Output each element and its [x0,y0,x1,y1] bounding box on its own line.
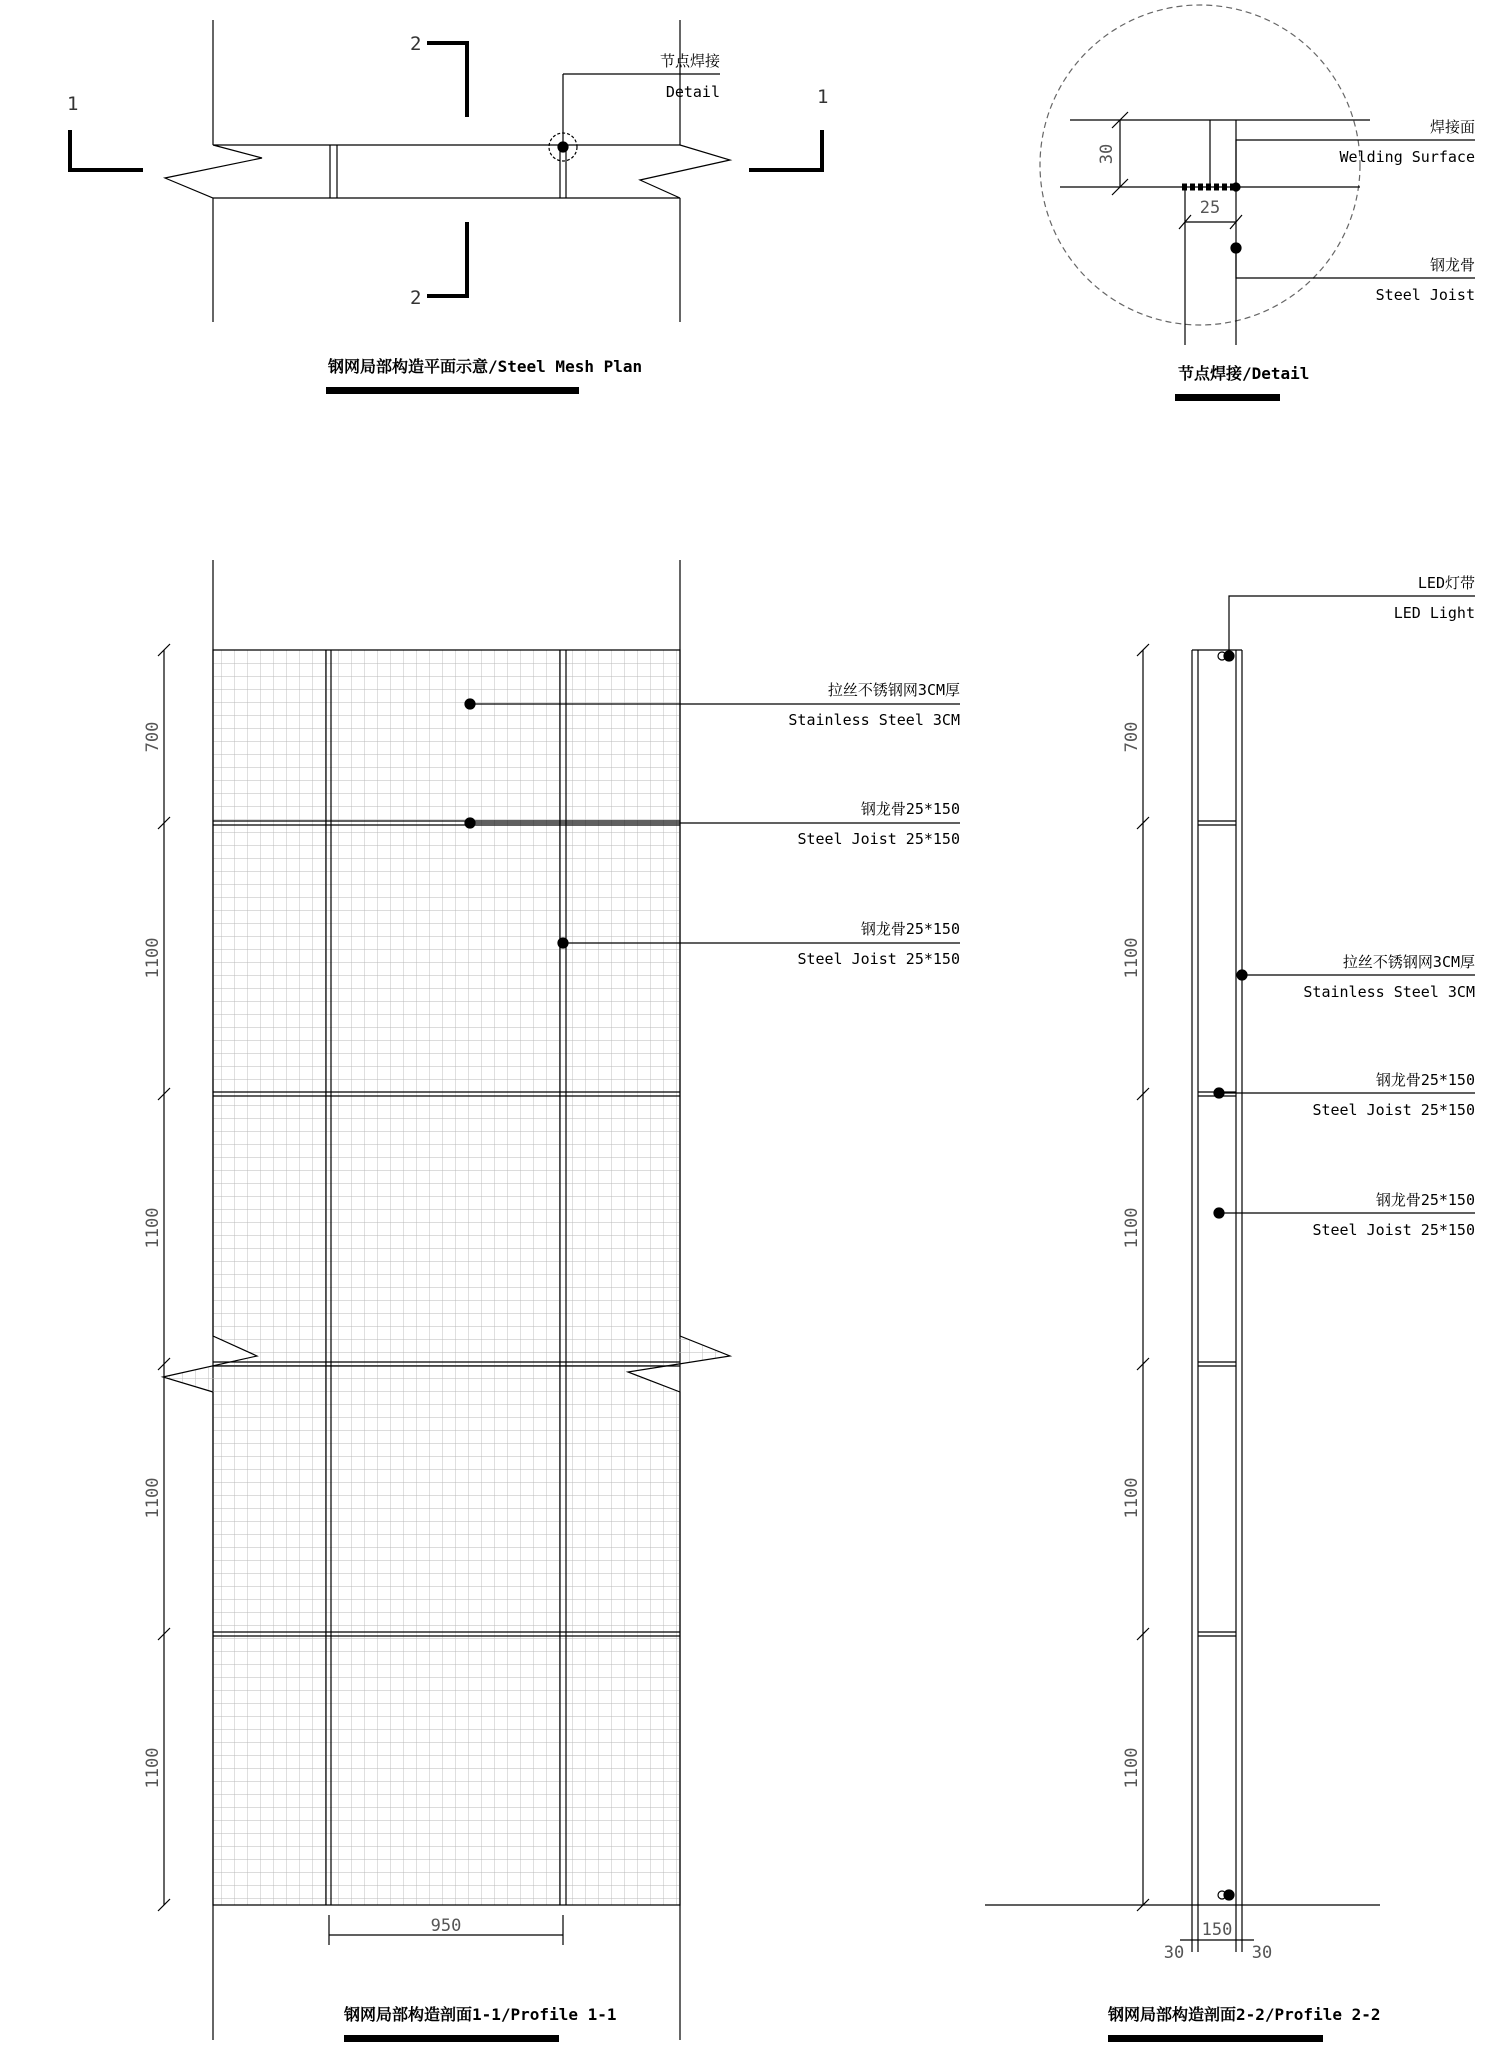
section-mark-2-top [427,43,467,117]
section-mark-2-bottom [427,222,467,296]
profile2-label-3-cn: 钢龙骨25*150 [1375,1191,1475,1209]
profile1-dim-width: 950 [430,1916,462,1936]
profile-1-1 [158,560,960,2042]
section-mark-1-right [749,130,822,170]
profile2-caption: 钢网局部构造剖面2-2/Profile 2-2 [1108,2005,1381,2024]
profile2-label-2-cn: 钢龙骨25*150 [1375,1071,1475,1089]
profile1-label-2-en: Steel Joist 25*150 [797,830,960,848]
detail-joist-label-en: Steel Joist [1375,286,1475,304]
detail-welding-label-en: Welding Surface [1339,148,1475,166]
profile2-label-1-cn: 拉丝不锈钢网3CM厚 [1342,953,1475,971]
profile1-dim-1: 700 [143,721,163,753]
profile2-label-1-en: Stainless Steel 3CM [1303,983,1475,1001]
detail-joist-label-cn: 钢龙骨 [1429,256,1475,274]
profile2-dim-4: 1100 [1122,1477,1142,1519]
detail-dim-height: 30 [1097,143,1117,165]
profile-2-2 [985,596,1475,2042]
profile1-dim-2: 1100 [143,937,163,979]
plan-section-mark-label-2a: 2 [410,33,422,55]
plan-section-mark-label-1b: 1 [817,86,829,108]
profile1-dim-4: 1100 [143,1477,163,1519]
plan-section-mark-label-2b: 2 [410,287,422,309]
plan-detail-label-cn: 节点焊接 [659,52,720,70]
profile1-dim-3: 1100 [143,1207,163,1249]
plan-detail-label-en: Detail [665,83,720,101]
profile1-label-1-cn: 拉丝不锈钢网3CM厚 [827,681,960,699]
profile2-led-label-cn: LED灯带 [1417,574,1475,592]
profile2-bottom-dim-center: 150 [1201,1920,1233,1940]
profile2-dim-1: 700 [1122,721,1142,753]
plan-section-mark-label-1a: 1 [67,93,79,115]
profile2-label-2-en: Steel Joist 25*150 [1312,1101,1475,1119]
profile2-caption-bar [1108,2035,1323,2042]
stainless-mesh-panel [163,650,730,1905]
detail-caption: 节点焊接/Detail [1178,364,1310,383]
profile2-led-label-en: LED Light [1393,604,1475,622]
profile1-label-1-en: Stainless Steel 3CM [788,711,960,729]
welding-detail [1040,5,1475,401]
profile1-dim-5: 1100 [143,1747,163,1789]
steel-mesh-plan [70,20,822,394]
plan-caption: 钢网局部构造平面示意/Steel Mesh Plan [328,357,643,376]
profile2-dim-5: 1100 [1122,1747,1142,1789]
profile1-caption: 钢网局部构造剖面1-1/Profile 1-1 [344,2005,617,2024]
profile1-caption-bar [344,2035,559,2042]
profile2-dim-2: 1100 [1122,937,1142,979]
profile1-label-2-cn: 钢龙骨25*150 [860,800,960,818]
section-mark-1-left [70,130,143,170]
profile2-bottom-dim-right: 30 [1251,1943,1273,1963]
detail-caption-bar [1175,394,1280,401]
detail-welding-label-cn: 焊接面 [1429,118,1475,136]
profile2-bottom-dim-left: 30 [1163,1943,1185,1963]
profile1-label-3-cn: 钢龙骨25*150 [860,920,960,938]
detail-dim-width: 25 [1199,198,1221,218]
profile2-dim-3: 1100 [1122,1207,1142,1249]
profile1-label-3-en: Steel Joist 25*150 [797,950,960,968]
plan-caption-bar [326,387,579,394]
profile2-label-3-en: Steel Joist 25*150 [1312,1221,1475,1239]
